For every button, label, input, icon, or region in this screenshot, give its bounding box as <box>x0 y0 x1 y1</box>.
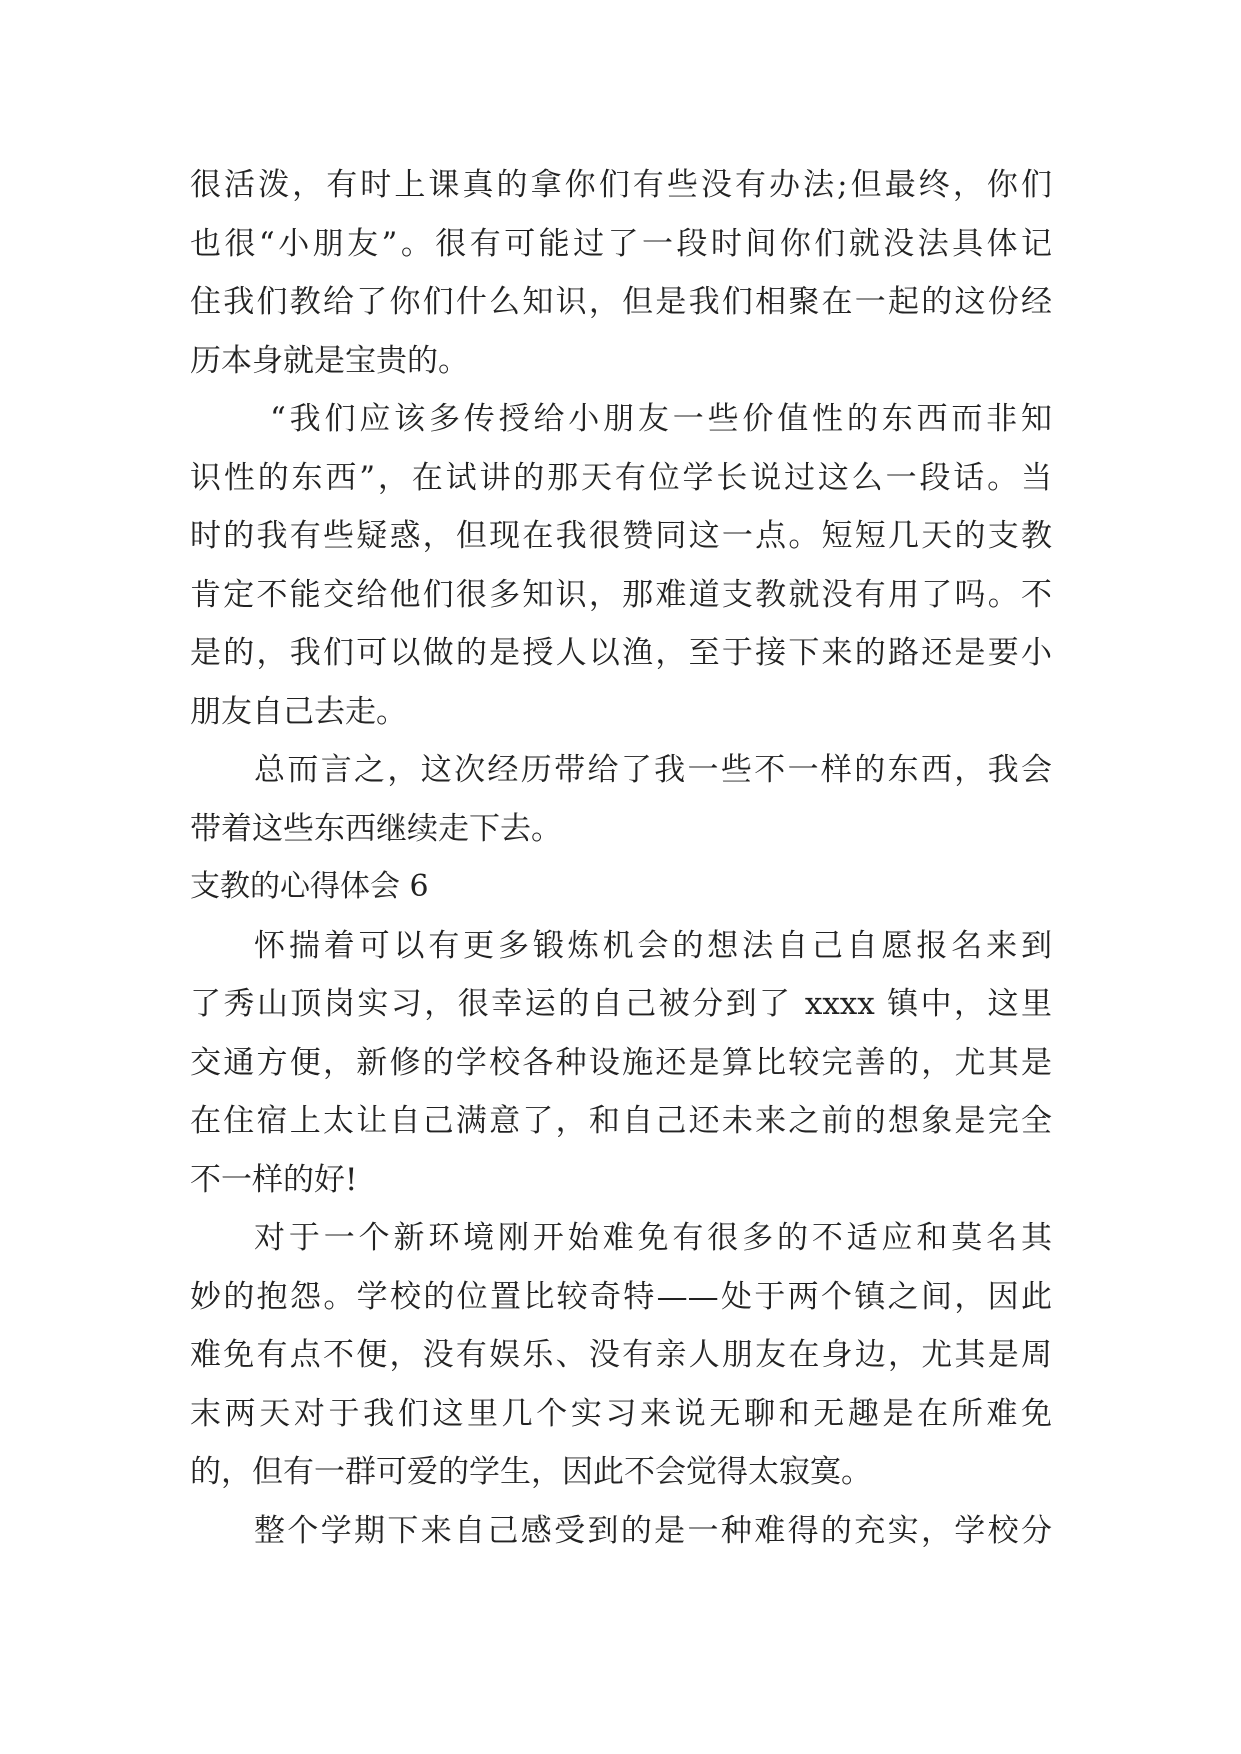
text-line: 肯定不能交给他们很多知识，那难道支教就没有用了吗。不 <box>190 576 1052 613</box>
text-line: 末两天对于我们这里几个实习来说无聊和无趣是在所难免 <box>190 1395 1052 1432</box>
text-line: 不一样的好! <box>190 1161 358 1198</box>
paragraph-2 <box>190 390 1052 741</box>
section-heading-text: 支教的心得体会 6 <box>190 869 429 904</box>
text-line: 也很“小朋友”。很有可能过了一段时间你们就没法具体记 <box>190 225 1052 262</box>
text-line: 是的，我们可以做的是授人以渔，至于接下来的路还是要小 <box>190 635 1052 671</box>
text-line: 住我们教给了你们什么知识，但是我们相聚在一起的这份经 <box>190 284 1052 320</box>
text-line: 朋友自己去走。 <box>190 693 407 730</box>
text-line: 怀揣着可以有更多锻炼机会的想法自己自愿报名来到 <box>254 927 1052 964</box>
text-line: 在住宿上太让自己满意了，和自己还未来之前的想象是完全 <box>190 1103 1052 1139</box>
text-line: 整个学期下来自己感受到的是一种难得的充实，学校分 <box>254 1512 1052 1549</box>
text-line: 了秀山顶岗实习，很幸运的自己被分到了 xxxx 镇中，这里 <box>190 986 1052 1022</box>
document-body <box>190 156 1052 1560</box>
text-line: 交通方便，新修的学校各种设施还是算比较完善的，尤其是 <box>190 1044 1052 1081</box>
paragraph-3 <box>190 741 1052 858</box>
text-line: 带着这些东西继续走下去。 <box>190 810 562 847</box>
section-heading <box>190 858 1052 917</box>
text-line: 妙的抱怨。学校的位置比较奇特——处于两个镇之间，因此 <box>190 1278 1052 1315</box>
text-line: 历本身就是宝贵的。 <box>190 342 469 379</box>
text-line: 时的我有些疑惑，但现在我很赞同这一点。短短几天的支教 <box>190 518 1052 554</box>
text-line: 的，但有一群可爱的学生，因此不会觉得太寂寞。 <box>190 1454 872 1490</box>
text-line: “我们应该多传授给小朋友一些价值性的东西而非知 <box>270 401 1052 437</box>
paragraph-6 <box>190 1502 1052 1561</box>
text-line: 很活泼，有时上课真的拿你们有些没有办法;但最终，你们 <box>190 167 1052 203</box>
text-line: 识性的东西”，在试讲的那天有位学长说过这么一段话。当 <box>190 459 1052 496</box>
paragraph-1 <box>190 156 1052 390</box>
paragraph-5 <box>190 1209 1052 1502</box>
text-line: 难免有点不便，没有娱乐、没有亲人朋友在身边，尤其是周 <box>190 1337 1052 1373</box>
text-line: 总而言之，这次经历带给了我一些不一样的东西，我会 <box>254 752 1052 788</box>
text-line: 对于一个新环境刚开始难免有很多的不适应和莫名其 <box>254 1220 1052 1256</box>
paragraph-4 <box>190 917 1052 1210</box>
